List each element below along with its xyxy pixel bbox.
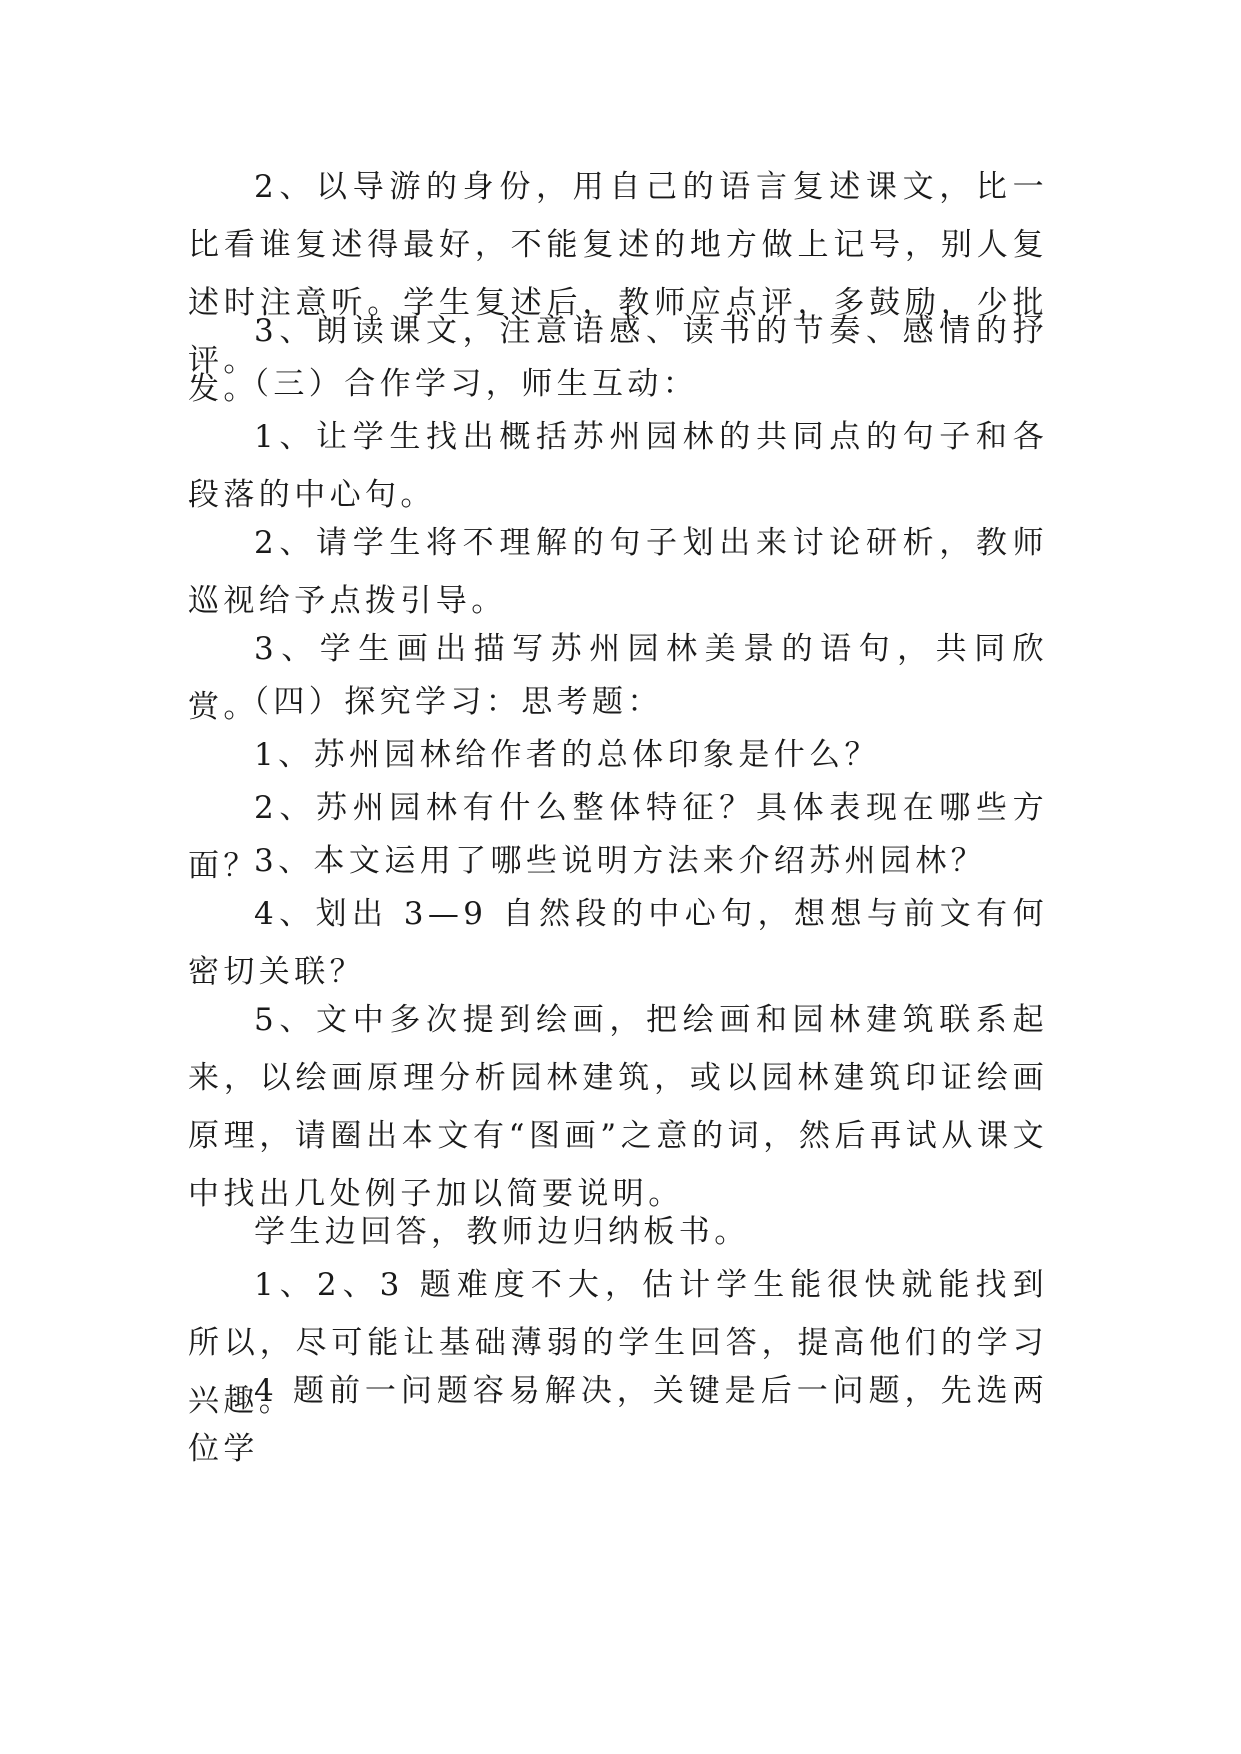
section-heading-inquiry: （四）探究学习：思考题：	[238, 684, 663, 720]
question-3: 3、本文运用了哪些说明方法来介绍苏州园林？	[254, 843, 987, 879]
paragraph-question-4-note: 4 题前一问题容易解决，关键是后一问题，先选两位学	[188, 1373, 1048, 1467]
paragraph-discuss: 2、请学生将不理解的句子划出来讨论研析，教师巡视给予点拨引导。	[188, 525, 1048, 619]
paragraph-read-aloud: 3、朗读课文，注意语感、读书的节奏、感情的抒发。	[188, 313, 1048, 407]
paragraph-find-sentences: 1、让学生找出概括苏州园林的共同点的句子和各段落的中心句。	[188, 419, 1048, 513]
paragraph-answer-note: 学生边回答，教师边归纳板书。	[254, 1214, 750, 1250]
paragraph-retell: 2、以导游的身份，用自己的语言复述课文，比一比看谁复述得最好，不能复述的地方做上记号，别人复述时注意听。学生复述后，教师应点评，多鼓励，少批评。	[188, 169, 1048, 379]
question-1: 1、苏州园林给作者的总体印象是什么？	[254, 737, 880, 773]
question-5: 5、文中多次提到绘画，把绘画和园林建筑联系起来，以绘画原理分析园林建筑，或以园林建筑印证绘画原理，请圈出本文有“图画”之意的词，然后再试从课文中找出几处例子加以简要说明。	[188, 1002, 1048, 1212]
paragraph-appreciate: 3、学生画出描写苏州园林美景的语句，共同欣赏。	[188, 631, 1048, 725]
question-2: 2、苏州园林有什么整体特征？具体表现在哪些方面？	[188, 790, 1048, 884]
question-4: 4、划出 3—9 自然段的中心句，想想与前文有何密切关联？	[188, 896, 1048, 990]
paragraph-difficulty: 1、2、3 题难度不大，估计学生能很快就能找到所以，尽可能让基础薄弱的学生回答，提高他们的学习兴趣。	[188, 1267, 1048, 1419]
section-heading-cooperative: （三）合作学习，师生互动：	[238, 366, 699, 402]
